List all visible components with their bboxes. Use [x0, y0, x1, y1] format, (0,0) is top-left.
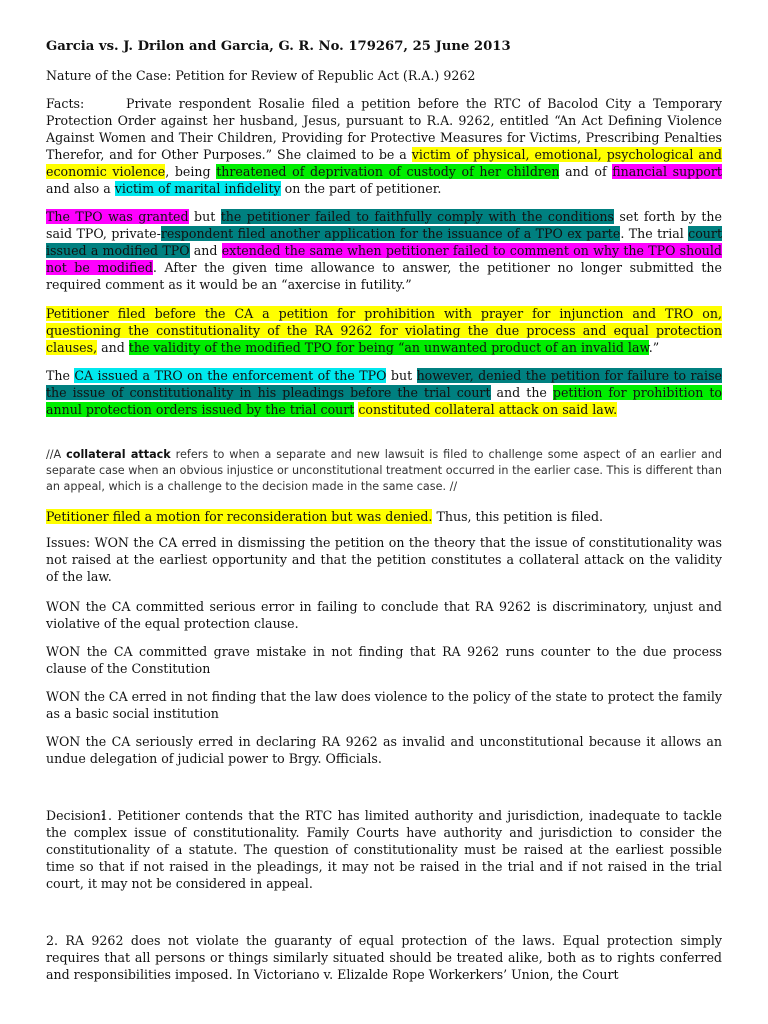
case-title: Garcia vs. J. Drilon and Garcia, G. R. No. 179267, 25 June 2013 — [46, 39, 511, 54]
decision-label: Decision: — [46, 808, 106, 823]
issue-3: WON the CA committed grave mistake in not finding that RA 9262 runs counter to the due process clause of the Constitution — [46, 644, 722, 676]
issue-2: WON the CA committed serious error in failing to conclude that RA 9262 is discriminatory, unjust and violative of the equal protection clause. — [46, 599, 722, 631]
highlight-magenta: financial support — [612, 164, 722, 179]
ca-petition-text: .” — [648, 340, 660, 355]
facts-text: , being — [165, 164, 217, 179]
tpo-text: set forth by the said TPO, private- — [46, 209, 722, 241]
ca-tro-paragraph — [46, 367, 722, 418]
issue-4: WON the CA erred in not finding that the law does violence to the policy of the state to protect the family as a basic social institution — [46, 689, 722, 721]
reconsideration-paragraph — [46, 508, 722, 525]
decision-text: 1. Petitioner contends that the RTC has limited authority and jurisdiction, inadequate to tackle the complex issue of constitutionality. Family Courts have authority and jurisdiction to consider the constitutionality of a statute. The question of constitutionality must be raised at the earliest possible time so that if not raised in the pleadings, it may not be raised in the trial and if not raised in the trial court, it may not be considered in appeal. — [46, 808, 722, 891]
facts-paragraph — [46, 95, 722, 197]
highlight-yellow: constituted collateral attack on said law. — [358, 402, 618, 417]
facts-text: and also a — [46, 181, 115, 196]
equal-protection-paragraph: 2. RA 9262 does not violate the guaranty of equal protection of the laws. Equal protection simply requires that all persons or things similarly situated should be treated alike, both as to rights conferred and responsibilities imposed. In Victoriano v. Elizalde Rope Workerkers’ Union, the Court — [46, 933, 722, 982]
ca-tro-text: and the — [490, 385, 553, 400]
nature-of-case: Nature of the Case: Petition for Review of Republic Act (R.A.) 9262 — [46, 68, 476, 83]
highlight-green: petition for prohibition to annul protection orders issued by the trial court — [46, 385, 722, 417]
decision-paragraph — [46, 807, 722, 892]
highlight-teal: the petitioner failed to faithfully comply with the conditions — [220, 209, 614, 224]
note-prefix: //A — [46, 448, 67, 461]
issue-1: Issues: WON the CA erred in dismissing the petition on the theory that the issue of constitutionality was not raised at the earliest opportunity and that the petition constitutes a collateral attack on the validity of the law. — [46, 535, 722, 584]
tpo-paragraph — [46, 208, 722, 293]
highlight-green: the validity of the modified TPO for being “an unwanted product of an invalid law — [128, 340, 649, 355]
tpo-text: . After the given time allowance to answer, the petitioner no longer submitted the required comment as it would be an “axercise in futility.” — [46, 260, 722, 292]
highlight-teal: however, denied the petition for failure to raise the issue of constitutionality in his pleadings before the trial court — [46, 368, 722, 400]
highlight-magenta: The TPO was granted — [46, 209, 189, 224]
ca-tro-text: The — [46, 368, 75, 383]
note-text: refers to when a separate and new lawsuit is filed to challenge some aspect of an earlier and separate case when an obvious injustice or unconstitutional treatment occurred in the earlier case. This is different than an appeal, which is a challenge to the decision made in the same case. // — [46, 448, 722, 493]
highlight-yellow: Petitioner filed a motion for reconsideration but was denied. — [46, 509, 433, 524]
collateral-attack-note — [46, 447, 722, 495]
facts-label: Facts: — [46, 96, 85, 111]
tpo-text: and — [189, 243, 222, 258]
tpo-text: . The trial — [620, 226, 689, 241]
highlight-yellow: victim of physical, emotional, psychological and economic violence — [46, 147, 722, 179]
highlight-green: threatened of deprivation of custody of her children — [216, 164, 560, 179]
highlight-cyan: victim of marital infidelity — [114, 181, 281, 196]
tpo-text: but — [188, 209, 221, 224]
highlight-yellow: Petitioner filed before the CA a petition for prohibition with prayer for injunction and TRO on, questioning the constitutionality of the RA 9262 for violating the due process and equal protection clauses, — [46, 306, 722, 355]
highlight-teal: court issued a modified TPO — [46, 226, 722, 258]
facts-text: Private respondent Rosalie filed a petition before the RTC of Bacolod City a Temporary Protection Order against her husband, Jesus, pursuant to R.A. 9262, entitled “An Act Defining Violence Against Women and Their Children, Providing for Protective Measures for Victims, Prescribing Penalties Therefor, and for Other Purposes.” She claimed to be a — [46, 96, 722, 162]
highlight-teal: respondent filed another application for the issuance of a TPO ex parte — [160, 226, 621, 241]
ca-petition-text: and — [97, 340, 129, 355]
reconsideration-text: Thus, this petition is filed. — [432, 509, 604, 524]
highlight-magenta: extended the same when petitioner failed to comment on why the TPO should not be modified — [46, 243, 722, 275]
facts-text: and of — [559, 164, 613, 179]
note-term: collateral attack — [66, 448, 171, 461]
issue-5: WON the CA seriously erred in declaring RA 9262 as invalid and unconstitutional because it allows an undue delegation of judicial power to Brgy. Officials. — [46, 734, 722, 766]
ca-tro-text: but — [386, 368, 417, 383]
highlight-cyan: CA issued a TRO on the enforcement of the TPO — [74, 368, 387, 383]
ca-petition-paragraph — [46, 305, 722, 356]
facts-text: on the part of petitioner. — [280, 181, 442, 196]
